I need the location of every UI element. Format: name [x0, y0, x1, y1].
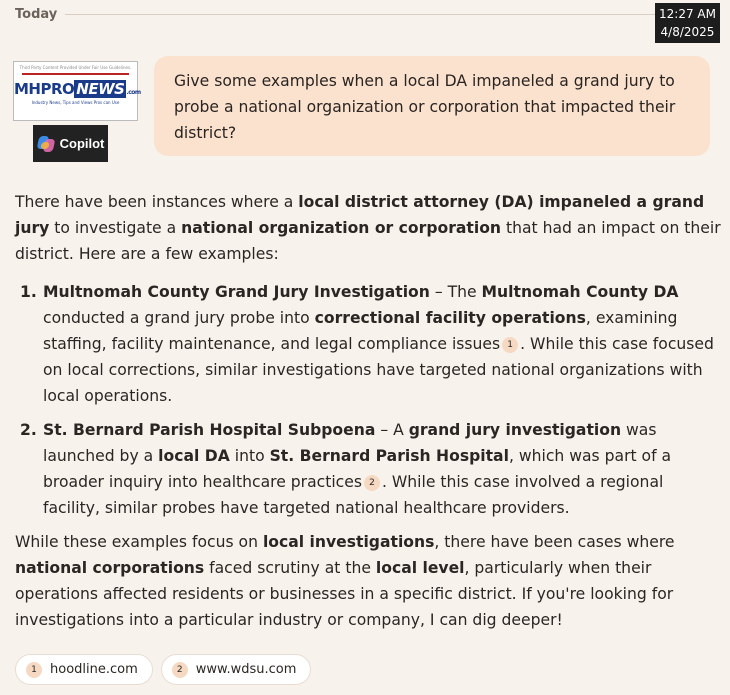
user-message-bubble	[154, 56, 710, 156]
day-label: Today	[15, 6, 58, 22]
fair-use-disclaimer: Third Party Content Provided Under Fair Use Guidelines.	[19, 65, 132, 70]
copilot-label: Copilot	[59, 136, 105, 151]
citation-marker[interactable]: 2	[364, 475, 380, 491]
source-label: www.wdsu.com	[195, 662, 297, 677]
response-intro: There have been instances where a local district attorney (DA) impaneled a grand jury to investigate a national organization or corporation that had an impact on their district. Here are a few examples:	[15, 193, 721, 263]
source-label: hoodline.com	[50, 662, 138, 677]
source-list	[15, 654, 311, 685]
source-link-hoodline[interactable]	[15, 654, 153, 685]
divider-line	[65, 14, 655, 15]
logo-wordmark: MHPRO NEWS .com	[14, 80, 141, 98]
date-divider	[15, 6, 655, 22]
citation-marker[interactable]: 1	[502, 337, 518, 353]
timestamp-time: 12:27 AM	[659, 7, 716, 21]
timestamp-date: 4/8/2025	[660, 25, 715, 39]
mhpronews-logo	[13, 61, 141, 121]
copilot-icon	[37, 135, 55, 153]
response-closing: While these examples focus on local investigations, there have been cases where national corporations faced scrutiny at the local level, particularly when their operations affected residents or businesses in a specific district. If you're looking for investigations into a particular industry or company, I can dig deeper!	[15, 533, 675, 629]
list-item: 1. Multnomah County Grand Jury Investigation – The Multnomah County DA conducted a grand jury probe into correctional facility operations, examining staffing, facility maintenance, and legal compliance issues 1 . While this case focused on local corrections, similar investigations have targeted national organizations with local operations.	[20, 283, 714, 405]
logo-rule	[22, 73, 129, 75]
source-number: 2	[172, 662, 188, 678]
examples-list	[15, 279, 725, 521]
logo-tagline: Industry News, Tips and Views Pros can Use	[31, 100, 120, 105]
copilot-badge	[33, 125, 108, 162]
source-number: 1	[26, 662, 42, 678]
copilot-response	[15, 189, 725, 633]
user-message-text: Give some examples when a local DA impaneled a grand jury to probe a national organization or corporation that impacted their district?	[174, 72, 676, 142]
list-item: 2. St. Bernard Parish Hospital Subpoena – A grand jury investigation was launched by a local DA into St. Bernard Parish Hospital, which was part of a broader inquiry into healthcare practices 2 . While this case involved a regional facility, similar probes have targeted national healthcare providers.	[20, 421, 672, 517]
source-link-wdsu[interactable]	[161, 654, 312, 685]
timestamp-badge	[655, 3, 720, 43]
